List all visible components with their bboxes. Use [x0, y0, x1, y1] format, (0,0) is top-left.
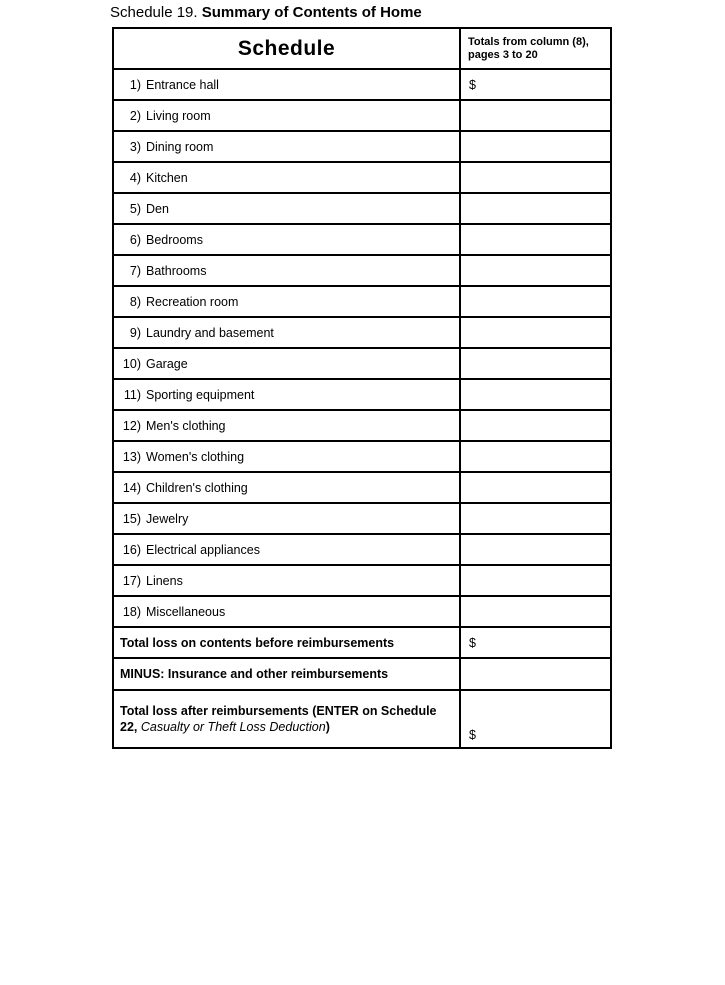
row-label-cell [113, 565, 460, 596]
table-row [113, 162, 611, 193]
row-number: 14) [122, 480, 141, 495]
column-header-schedule: Schedule [113, 28, 460, 69]
page-title-prefix: Schedule 19. [110, 4, 202, 21]
row-amount-cell [460, 565, 611, 596]
row-number: 3) [129, 139, 141, 154]
row-number: 18) [122, 604, 141, 619]
row-label: Den [146, 201, 169, 216]
table-row [113, 224, 611, 255]
table-row [113, 472, 611, 503]
table-row [113, 131, 611, 162]
row-label: Garage [146, 356, 188, 371]
column-header-totals: Totals from column (8), pages 3 to 20 [460, 28, 611, 69]
table-row [113, 534, 611, 565]
row-label: Sporting equipment [146, 387, 255, 402]
row-label-cell [113, 596, 460, 627]
row-label-cell [113, 69, 460, 100]
table-row [113, 596, 611, 627]
row-number: 5) [129, 201, 141, 216]
table-header-row [113, 28, 611, 69]
row-label-cell [113, 100, 460, 131]
row-number: 2) [129, 108, 141, 123]
table-row [113, 379, 611, 410]
row-number: 8) [129, 294, 141, 309]
table-row [113, 503, 611, 534]
table-row [113, 286, 611, 317]
row-label: Women's clothing [146, 449, 245, 464]
row-amount-cell [460, 410, 611, 441]
row-label-cell [113, 193, 460, 224]
table-row [113, 100, 611, 131]
row-amount-cell [460, 131, 611, 162]
row-number: 16) [122, 542, 141, 557]
total-after-label [113, 690, 460, 748]
total-before-amount: $ [460, 627, 611, 658]
row-number: 17) [122, 573, 141, 588]
row-label: Recreation room [146, 294, 239, 309]
row-label: Jewelry [146, 511, 189, 526]
row-label-cell [113, 534, 460, 565]
total-after-row [113, 690, 611, 748]
row-label-cell [113, 348, 460, 379]
row-amount-cell [460, 100, 611, 131]
table-row [113, 317, 611, 348]
row-label-cell [113, 224, 460, 255]
row-number: 6) [129, 232, 141, 247]
row-label-cell [113, 131, 460, 162]
row-amount-cell [460, 503, 611, 534]
row-label-cell [113, 255, 460, 286]
minus-amount [460, 658, 611, 690]
row-label: Kitchen [146, 170, 188, 185]
row-label-cell [113, 472, 460, 503]
row-label: Children's clothing [146, 480, 248, 495]
row-amount-cell [460, 472, 611, 503]
row-number: 10) [122, 356, 141, 371]
table-row [113, 348, 611, 379]
row-label-cell [113, 379, 460, 410]
row-label: Bathrooms [146, 263, 207, 278]
row-amount-cell [460, 379, 611, 410]
row-number: 1) [129, 77, 141, 92]
row-label: Living room [146, 108, 211, 123]
row-label: Laundry and basement [146, 325, 274, 340]
row-number: 13) [122, 449, 141, 464]
row-amount-cell [460, 255, 611, 286]
row-label-cell [113, 162, 460, 193]
row-amount-cell: $ [460, 69, 611, 100]
row-label-cell [113, 441, 460, 472]
row-label: Linens [146, 573, 183, 588]
row-amount-cell [460, 348, 611, 379]
row-label-cell [113, 317, 460, 348]
row-amount-cell [460, 286, 611, 317]
row-label: Electrical appliances [146, 542, 260, 557]
row-amount-cell [460, 441, 611, 472]
row-amount-cell [460, 317, 611, 348]
row-label-cell [113, 503, 460, 534]
minus-label: MINUS: Insurance and other reimbursements [113, 658, 460, 690]
table-row [113, 193, 611, 224]
row-number: 11) [123, 387, 141, 402]
total-after-label-italic: Casualty or Theft Loss Deduction [140, 720, 326, 734]
total-before-row [113, 627, 611, 658]
row-label: Men's clothing [146, 418, 226, 433]
table-row [113, 565, 611, 596]
minus-row [113, 658, 611, 690]
row-amount-cell [460, 596, 611, 627]
total-after-amount: $ [460, 690, 611, 748]
row-number: 12) [122, 418, 141, 433]
row-label: Miscellaneous [146, 604, 226, 619]
row-label-cell [113, 410, 460, 441]
table-row [113, 441, 611, 472]
table-row [113, 410, 611, 441]
total-after-label-suffix: ) [325, 720, 330, 734]
row-amount-cell [460, 162, 611, 193]
table-row [113, 69, 611, 100]
page-title [110, 4, 422, 21]
row-label: Entrance hall [146, 77, 219, 92]
total-before-label: Total loss on contents before reimbursements [113, 627, 460, 658]
row-number: 15) [122, 511, 141, 526]
row-amount-cell [460, 193, 611, 224]
row-number: 4) [129, 170, 141, 185]
row-label-cell [113, 286, 460, 317]
summary-table [112, 27, 612, 749]
row-amount-cell [460, 224, 611, 255]
row-label: Bedrooms [146, 232, 203, 247]
row-number: 9) [129, 325, 141, 340]
page-title-bold: Summary of Contents of Home [201, 4, 422, 21]
row-number: 7) [129, 263, 141, 278]
row-label: Dining room [146, 139, 214, 154]
total-after-label-prefix: Total loss after reimbursements (ENTER on Schedule 22, [120, 704, 437, 734]
table-row [113, 255, 611, 286]
row-amount-cell [460, 534, 611, 565]
